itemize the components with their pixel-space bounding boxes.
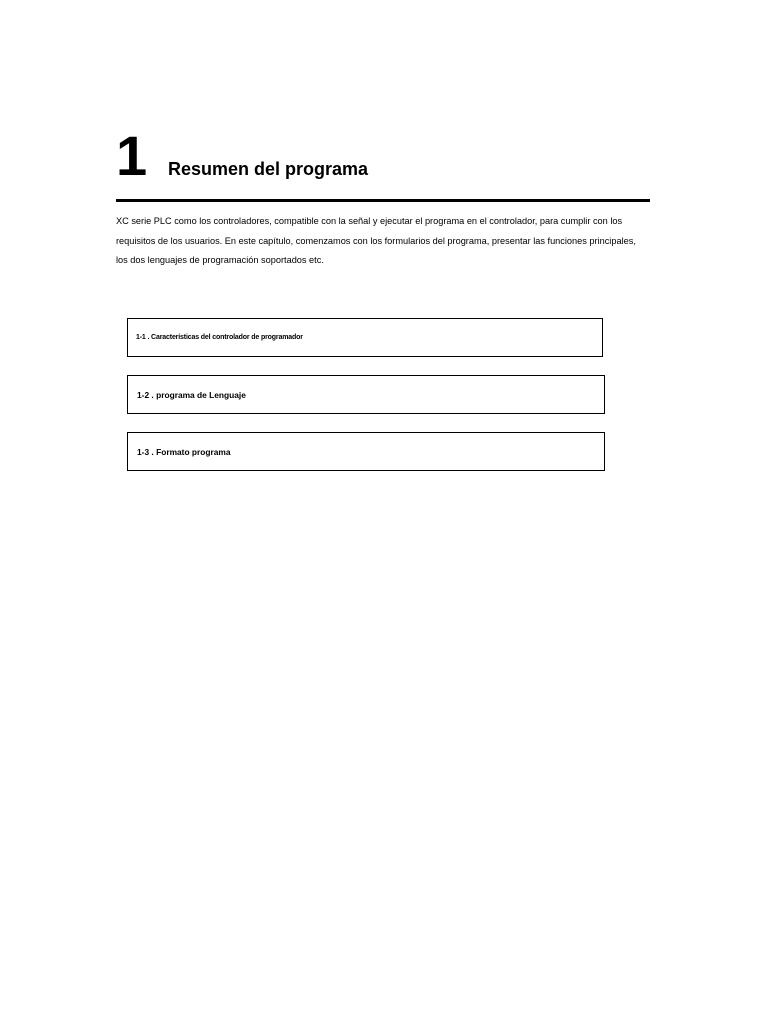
- section-label: 1-3 . Formato programa: [137, 446, 231, 457]
- section-link-1-3[interactable]: [127, 432, 605, 471]
- chapter-number: 1: [116, 124, 148, 187]
- section-link-1-1[interactable]: [127, 318, 603, 357]
- section-label: 1-1 . Características del controlador de programador: [136, 334, 303, 341]
- intro-line: requisitos de los usuarios. En este capítulo, comenzamos con los formularios del programa, presentar las funciones principales,: [116, 235, 636, 246]
- chapter-divider: [116, 199, 650, 202]
- intro-line: los dos lenguajes de programación soportados etc.: [116, 255, 324, 265]
- section-label: 1-2 . programa de Lenguaje: [137, 389, 246, 400]
- intro-paragraph: [116, 212, 676, 271]
- section-link-1-2[interactable]: [127, 375, 605, 414]
- chapter-title: Resumen del programa: [168, 159, 369, 179]
- intro-line: XC serie PLC como los controladores, compatible con la señal y ejecutar el programa en el controlador, para cumplir con los: [116, 216, 623, 226]
